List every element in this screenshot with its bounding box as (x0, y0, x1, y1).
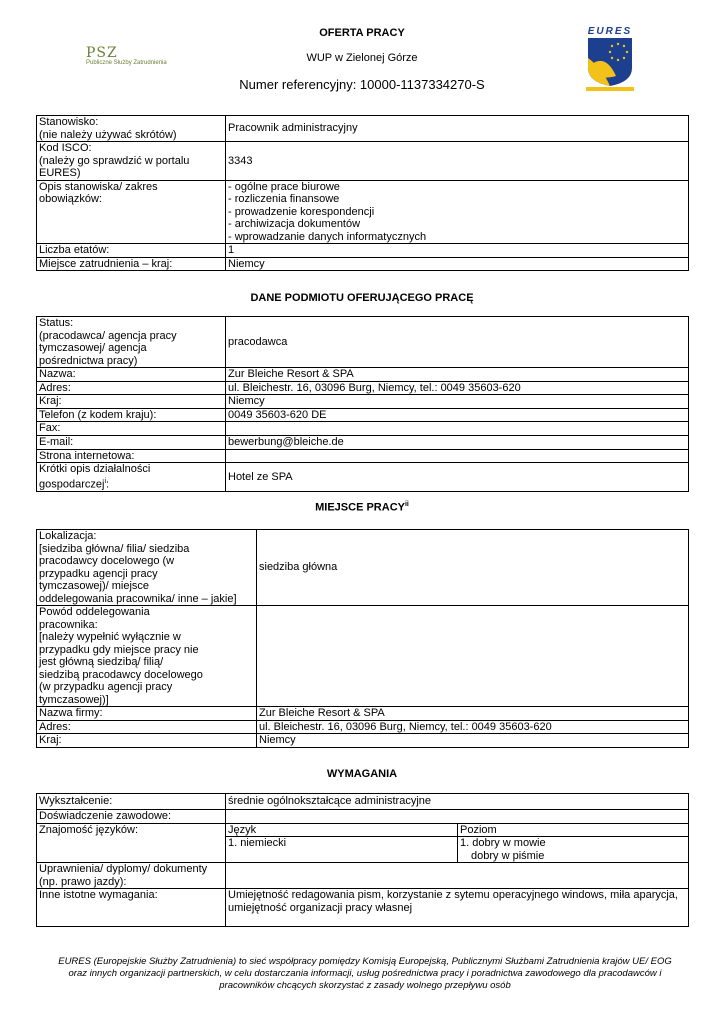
address-label: Adres: (37, 720, 257, 734)
country-label: Kraj: (37, 395, 226, 409)
footer-line: oraz innych organizacji partnerskich, w celu dostarczania informacji, usług pośrednictwa pracy i poradnictwa zawodowego dla pracodawców i (68, 968, 662, 979)
languages-label: Znajomość języków: (37, 823, 226, 863)
label-line: przypadku gdy miejsce pracy nie (39, 643, 199, 656)
label-line: pracownika: (39, 618, 98, 631)
table-row (37, 142, 689, 181)
positions-label: Liczba etatów: (37, 244, 226, 258)
country-label: Miejsce zatrudnienia – kraj: (37, 257, 226, 271)
label-line: Status: (39, 317, 74, 329)
duties-list (226, 180, 689, 244)
psz-logo-subtext: Publiczne Służby Zatrudnienia (86, 60, 167, 66)
footer-line: pracowników chcących skorzystać z zasady wolnego przepływu osób (219, 980, 511, 991)
table-row (37, 810, 689, 824)
language-value: 1. niemiecki (226, 837, 458, 863)
label-line: pracodawcy docelowego (w (39, 555, 175, 567)
value-line: umiejętność organizacji pracy własnej (228, 901, 413, 914)
label-line: Krótki opis działalności (39, 463, 151, 475)
footnote-marker: ii (404, 501, 409, 508)
section-title-text: MIEJSCE PRACY (315, 501, 405, 514)
education-label: Wykształcenie: (37, 794, 226, 810)
label-line: (np. prawo jazdy): (39, 875, 127, 888)
office-name: WUP w Zielonej Górze (306, 52, 418, 64)
fax-label: Fax: (37, 422, 226, 436)
psz-logo-text: PSZ (86, 45, 118, 61)
list-item: - prowadzenie korespondencji (228, 205, 375, 218)
label-line: [należy wypełnić wyłącznie w (39, 631, 181, 643)
licenses-label (37, 863, 226, 889)
address-value: ul. Bleichestr. 16, 03096 Burg, Niemcy, tel.: 0049 35603-620 (226, 381, 689, 395)
value-line: Umiejętność redagowania pism, korzystanie z sytemu operacyjnego windows, miła aparycja, (228, 889, 678, 901)
label-line: Kod ISCO: (39, 142, 92, 154)
address-value: ul. Bleichestr. 16, 03096 Burg, Niemcy, tel.: 0049 35603-620 (257, 720, 689, 734)
table-row (37, 463, 689, 492)
psz-logo (86, 45, 186, 75)
list-item: - rozliczenia finansowe (228, 193, 340, 205)
label-line: pośrednictwa pracy) (39, 354, 138, 367)
label-line: Powód oddelegowania (39, 606, 150, 618)
level-line: dobry w piśmie (471, 849, 545, 862)
label-line: Lokalizacja: (39, 530, 97, 542)
level-line: 1. dobry w mowie (460, 837, 546, 849)
label-line: jest główną siedzibą/ filią/ (39, 656, 164, 668)
label-line: (należy go sprawdzić w portalu (39, 154, 190, 167)
location-label (37, 530, 257, 606)
label-line: tymczasowej/ agencja (39, 342, 147, 354)
fax-value (226, 422, 689, 436)
table-row (37, 381, 689, 395)
isco-value: 3343 (226, 142, 689, 181)
table-row (37, 116, 689, 142)
table-row (37, 449, 689, 463)
education-value: średnie ogólnokształcące administracyjne (226, 794, 689, 810)
footnote-marker: i (104, 477, 106, 485)
company-label: Nazwa firmy: (37, 707, 257, 721)
employer-table (36, 316, 689, 492)
label-line: (nie należy używać skrótów) (39, 128, 177, 141)
country-value: Niemcy (226, 257, 689, 271)
name-label: Nazwa: (37, 368, 226, 382)
table-row (37, 435, 689, 449)
label-line: [siedziba główna/ filia/ siedziba (39, 542, 190, 555)
label-line: Stanowisko: (39, 116, 99, 128)
experience-value (226, 810, 689, 824)
label-line: obowiązków: (39, 193, 102, 205)
label-line: (w przypadku agencji pracy (39, 681, 173, 693)
website-label: Strona internetowa: (37, 449, 226, 463)
table-row (37, 257, 689, 271)
table-row (37, 530, 689, 606)
other-requirements-label: Inne istotne wymagania: (37, 889, 226, 927)
table-row (37, 889, 689, 927)
workplace-section-title (0, 501, 724, 514)
list-item: - archiwizacja dokumentów (228, 218, 361, 230)
duties-label (37, 180, 226, 244)
position-label (37, 116, 226, 142)
label-text: gospodarczej (39, 478, 105, 491)
business-value: Hotel ze SPA (226, 463, 689, 492)
table-row (37, 180, 689, 244)
table-row (37, 368, 689, 382)
label-line: Opis stanowiska/ zakres (39, 180, 158, 193)
label-line: oddelegowania pracownika/ inne – jakie] (39, 592, 237, 605)
status-value: pracodawca (226, 317, 689, 368)
list-item: - ogólne prace biurowe (228, 180, 340, 193)
name-value: Zur Bleiche Resort & SPA (226, 368, 689, 382)
address-label: Adres: (37, 381, 226, 395)
employer-section-title: DANE PODMIOTU OFERUJĄCEGO PRACĘ (250, 292, 474, 304)
position-value: Pracownik administracyjny (226, 116, 689, 142)
footer-line: EURES (Europejskie Służby Zatrudnienia) to sieć współpracy pomiędzy Komisją Europejską, Publicznymi Służbami Zatrudnienia krajów UE/ EOG (58, 956, 672, 967)
licenses-value (226, 863, 689, 889)
location-value: siedziba główna (257, 530, 689, 606)
table-row (37, 317, 689, 368)
table-row (37, 244, 689, 258)
requirements-section-title: WYMAGANIA (326, 768, 398, 780)
experience-label: Doświadczenie zawodowe: (37, 810, 226, 824)
list-item: - wprowadzanie danych informatycznych (228, 230, 427, 243)
level-column-header: Poziom (458, 823, 689, 837)
label-line: tymczasowej)] (39, 693, 109, 706)
label-line (39, 476, 223, 491)
status-label (37, 317, 226, 368)
country-value: Niemcy (226, 395, 689, 409)
table-row (37, 794, 689, 810)
language-column-header: Język (226, 823, 458, 837)
label-line: siedzibą pracodawcy docelowego (39, 668, 203, 681)
table-row (37, 863, 689, 889)
country-value: Niemcy (257, 734, 689, 748)
phone-label: Telefon (z kodem kraju): (37, 408, 226, 422)
table-row (37, 734, 689, 748)
business-label (37, 463, 226, 492)
isco-label (37, 142, 226, 181)
svg-text:EURES: EURES (587, 26, 633, 37)
level-value (458, 837, 689, 863)
table-row (37, 606, 689, 707)
email-label: E-mail: (37, 435, 226, 449)
website-value (226, 449, 689, 463)
label-line: EURES) (39, 167, 81, 179)
reason-label (37, 606, 257, 707)
table-row (37, 823, 689, 837)
label-colon: : (106, 478, 110, 491)
table-row (37, 720, 689, 734)
job-table (36, 115, 689, 271)
label-line: Uprawnienia/ dyplomy/ dokumenty (39, 863, 208, 875)
reason-value (257, 606, 689, 707)
table-row (37, 395, 689, 409)
document-title: OFERTA PRACY (319, 27, 405, 39)
footer-note (40, 956, 690, 992)
reference-number: Numer referencyjny: 10000-1137334270-S (239, 77, 485, 92)
label-line: tymczasowej)/ miejsce (39, 580, 150, 592)
table-row (37, 707, 689, 721)
label-line: (pracodawca/ agencja pracy (39, 329, 177, 342)
company-value: Zur Bleiche Resort & SPA (257, 707, 689, 721)
label-line: przypadku agencji pracy (39, 567, 158, 580)
country-label: Kraj: (37, 734, 257, 748)
phone-value: 0049 35603-620 DE (226, 408, 689, 422)
positions-value: 1 (226, 244, 689, 258)
requirements-table (36, 793, 689, 927)
eures-logo (580, 24, 640, 92)
email-value: bewerbung@bleiche.de (226, 435, 689, 449)
workplace-table (36, 529, 689, 748)
table-row (37, 422, 689, 436)
other-requirements-value (226, 889, 689, 927)
table-row (37, 408, 689, 422)
